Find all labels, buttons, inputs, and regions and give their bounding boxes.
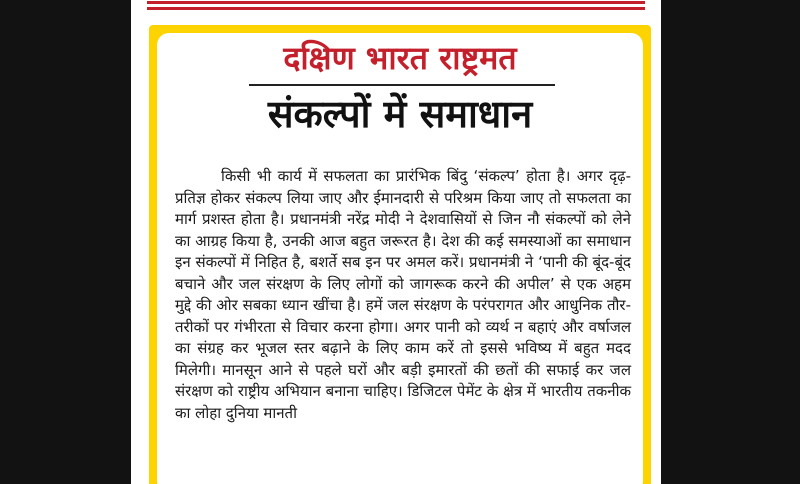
newspaper-clipping	[131, 0, 661, 484]
article-box	[157, 33, 643, 484]
article-headline: संकल्पों में समाधान	[267, 92, 533, 136]
top-red-rule-secondary	[147, 7, 645, 10]
top-red-rule	[147, 1, 645, 4]
masthead-divider	[249, 84, 555, 86]
article-body: किसी भी कार्य में सफलता का प्रारंभिक बिंदु ‘संकल्प’ होता है। अगर दृढ़-प्रतिज्ञ होकर संकल्प लिया जाए और ईमानदारी से परिश्रम किया जाए तो सफलता का मार्ग प्रशस्त होता है। प्रधानमंत्री नरेंद्र मोदी ने देशवासियों से जिन नौ संकल्पों को लेने का आग्रह किया है, उनकी आज बहुत जरूरत है। देश की कई समस्याओं का समाधान इन संकल्पों में निहित है, बशर्ते सब इन पर अमल करें। प्रधानमंत्री ने ‘पानी की बूंद-बूंद बचाने और जल संरक्षण के लिए लोगों को जागरूक करने की अपील’ से एक अहम मुद्दे की ओर सबका ध्यान खींचा है। हमें जल संरक्षण के परंपरागत और आधुनिक तौर-तरीकों पर गंभीरता से विचार करना होगा। अगर पानी को व्यर्थ न बहाएं और वर्षाजल का संग्रह कर भूजल स्तर बढ़ाने के लिए काम करें तो इससे भविष्य में बहुत मदद मिलेगी। मानसून आने से पहले घरों और बड़ी इमारतों की छतों की सफाई कर जल संरक्षण को राष्ट्रीय अभियान बनाना चाहिए। डिजिटल पेमेंट के क्षेत्र में भारतीय तकनीक का लोहा दुनिया मानती	[175, 167, 631, 422]
masthead: दक्षिण भारत राष्ट्रमत	[283, 39, 517, 77]
